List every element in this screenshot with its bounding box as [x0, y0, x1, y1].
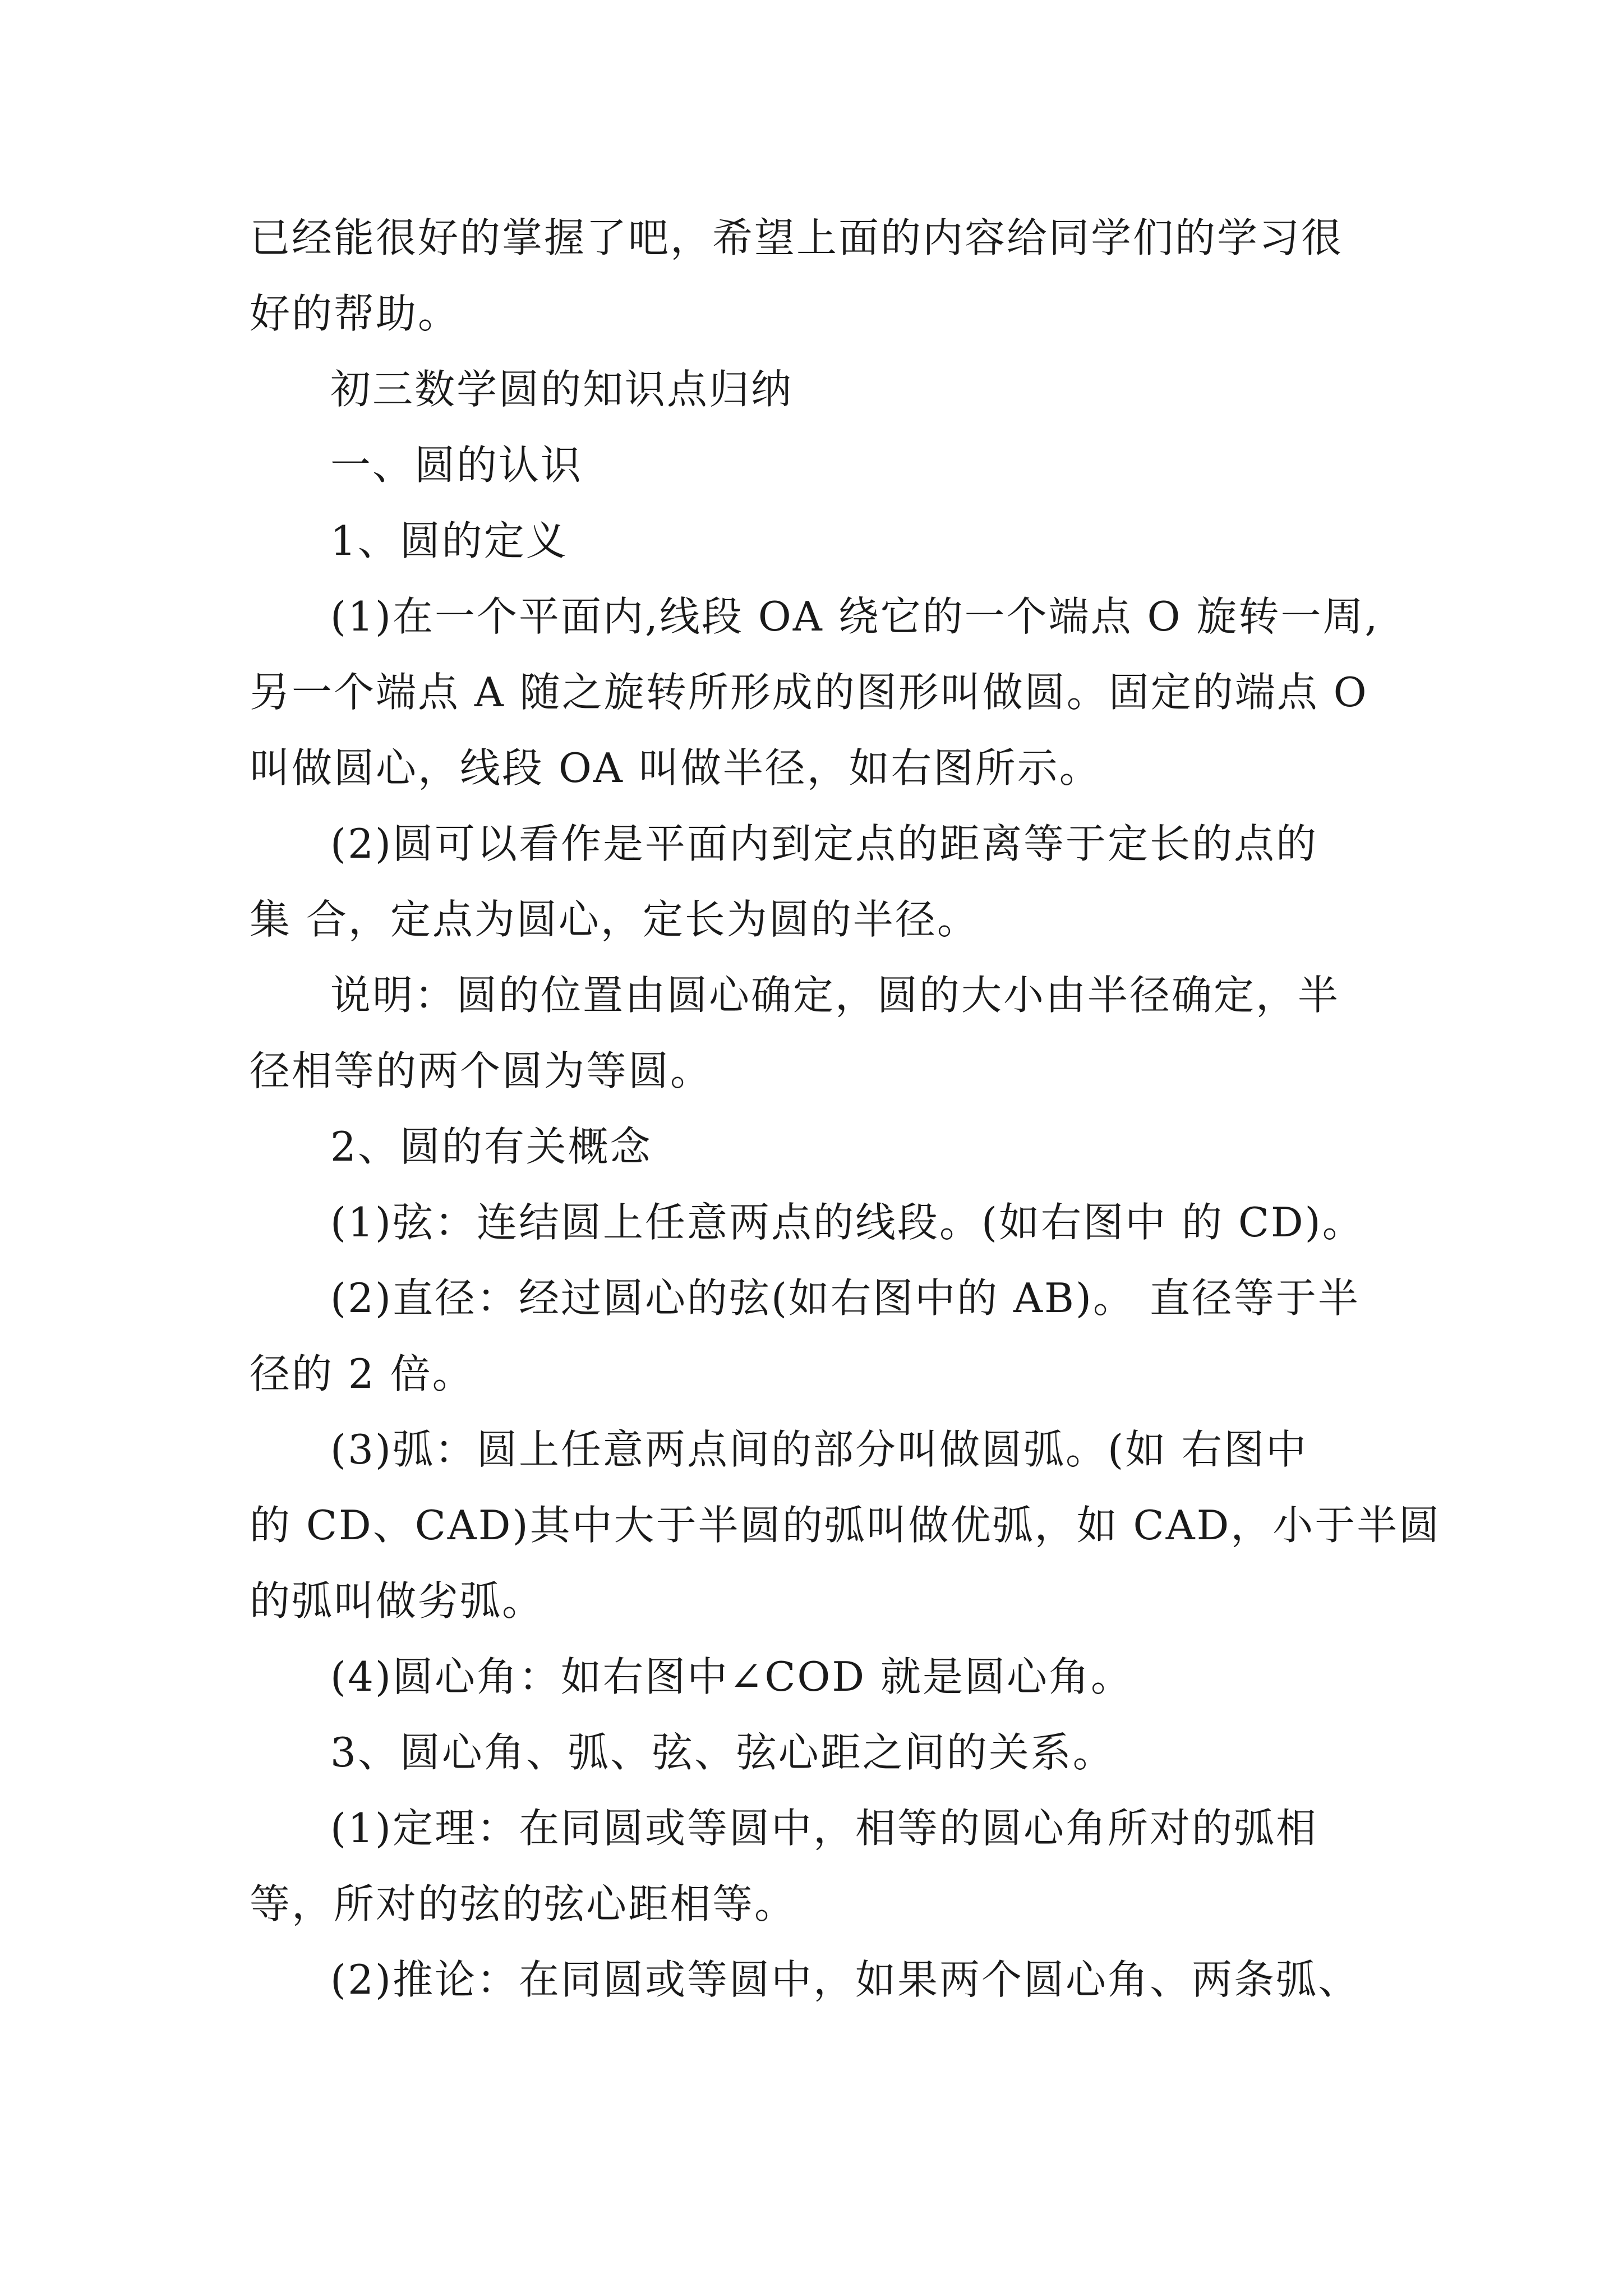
text-line: 叫做圆心，线段 OA 叫做半径，如右图所示。	[250, 744, 1101, 792]
text-line: 等，所对的弦的弦心距相等。	[250, 1880, 797, 1927]
section-title: 初三数学圆的知识点归纳	[330, 366, 794, 413]
text-line: (1)弦：连结圆上任意两点的线段。(如右图中 的 CD)。	[330, 1199, 1364, 1246]
text-line: 的 CD、CAD)其中大于半圆的弧叫做优弧，如 CAD，小于半圆	[250, 1502, 1441, 1549]
text-line: 集 合，定点为圆心，定长为圆的半径。	[250, 896, 979, 943]
text-line: 的弧叫做劣弧。	[250, 1577, 545, 1625]
text-line: 径相等的两个圆为等圆。	[250, 1047, 713, 1094]
text-line: (2)圆可以看作是平面内到定点的距离等于定长的点的	[330, 820, 1318, 867]
heading-level-2: 3、圆心角、弧、弦、弦心距之间的关系。	[330, 1729, 1115, 1776]
heading-level-2: 1、圆的定义	[330, 517, 568, 564]
text-line: (4)圆心角：如右图中∠COD 就是圆心角。	[330, 1653, 1133, 1700]
text-line: 好的帮助。	[250, 290, 460, 337]
text-line: 已经能很好的掌握了吧，希望上面的内容给同学们的学习很	[250, 214, 1344, 261]
text-line: 说明：圆的位置由圆心确定，圆的大小由半径确定，半	[330, 972, 1340, 1019]
text-line: (1)在一个平面内,线段 OA 绕它的一个端点 O 旋转一周,	[330, 593, 1380, 640]
text-line: (3)弧：圆上任意两点间的部分叫做圆弧。(如 右图中	[330, 1426, 1308, 1473]
text-line: 另一个端点 A 随之旋转所形成的图形叫做圆。固定的端点 O	[250, 669, 1368, 716]
text-line: (2)推论：在同圆或等圆中，如果两个圆心角、两条弧、	[330, 1956, 1360, 2003]
heading-level-1: 一、圆的认识	[330, 441, 583, 489]
heading-level-2: 2、圆的有关概念	[330, 1123, 652, 1170]
text-line: (2)直径：经过圆心的弦(如右图中的 AB)。 直径等于半	[330, 1274, 1360, 1322]
text-line: (1)定理：在同圆或等圆中，相等的圆心角所对的弧相	[330, 1805, 1318, 1852]
text-line: 径的 2 倍。	[250, 1350, 474, 1397]
